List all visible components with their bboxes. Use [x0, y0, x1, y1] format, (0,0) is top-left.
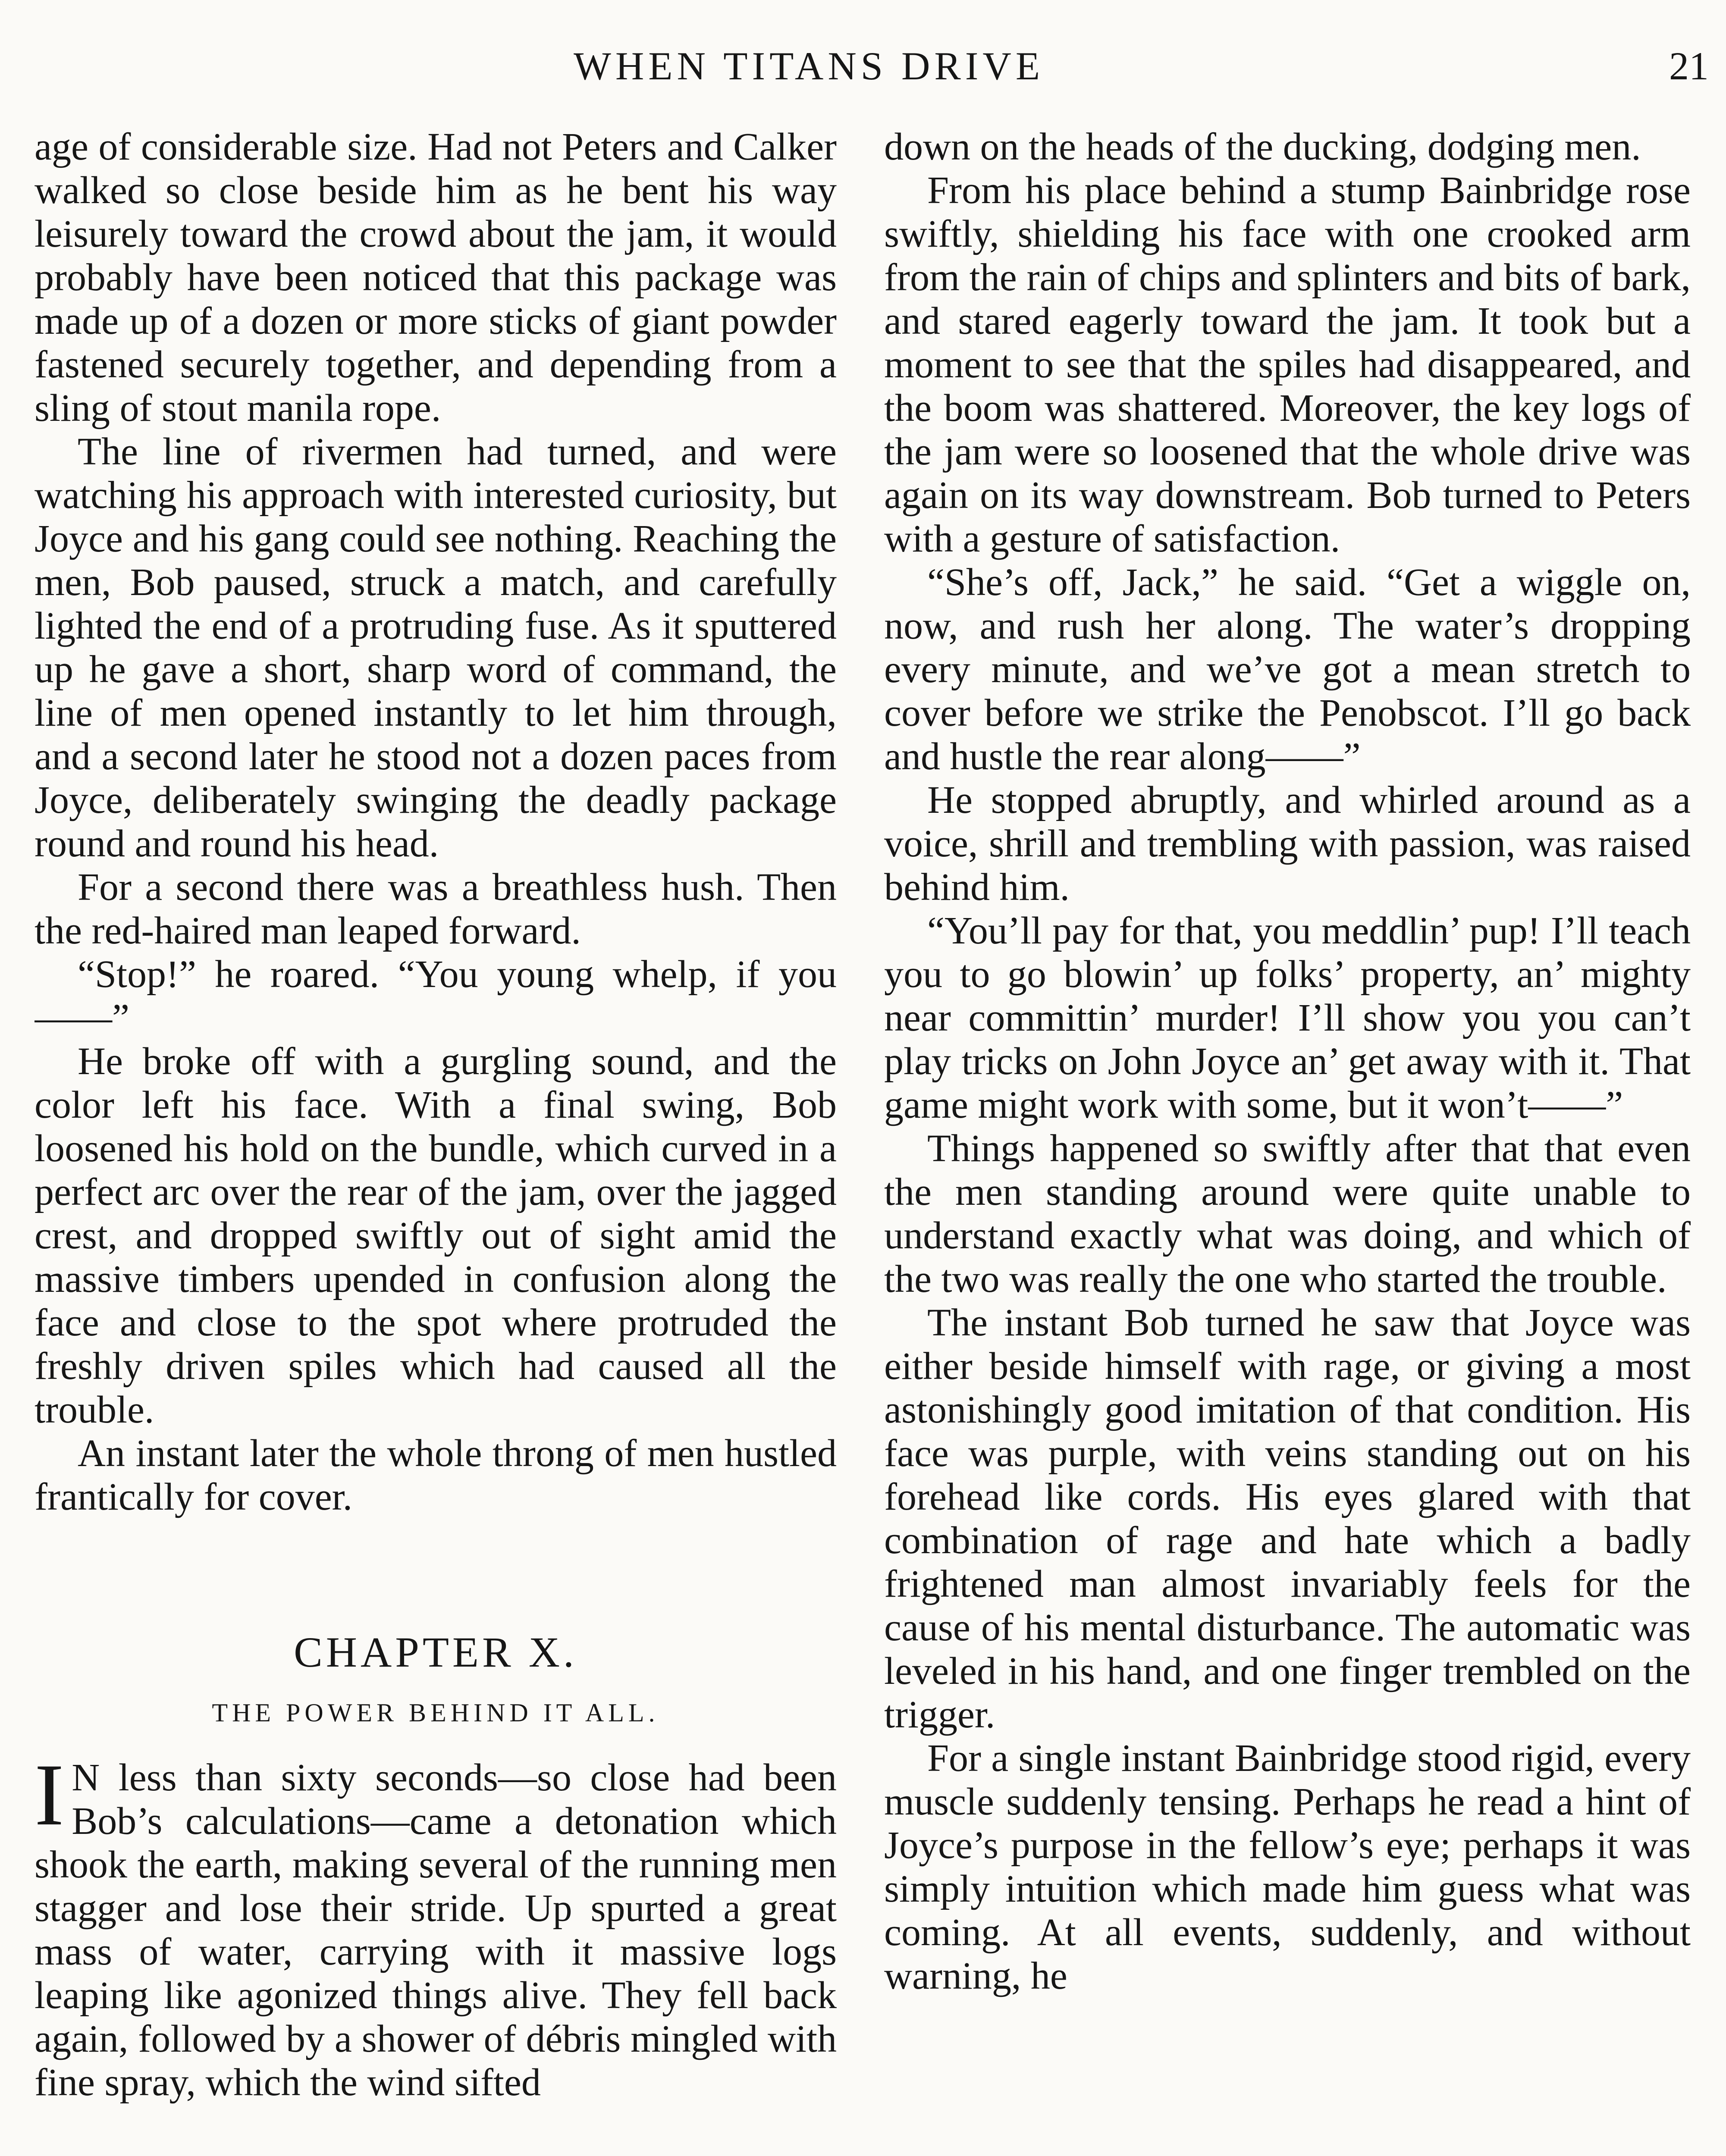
left-column: [35, 125, 837, 2156]
page-number: 21: [1669, 44, 1709, 88]
paragraph: “You’ll pay for that, you meddlin’ pup! I’ll teach you to go blowin’ up folks’ property, an’ mighty near committin’ murder! I’ll show you you can’t play tricks on John Joyce an’ get away with it. That game might work with some, but it won’t——”: [884, 909, 1691, 1126]
drop-cap-letter: I: [35, 1746, 64, 1844]
paragraph: From his place behind a stump Bainbridge rose swiftly, shielding his face with one crooked arm from the rain of chips and splinters and bits of bark, and stared eagerly toward the jam. It took but a moment to see that the spiles had disappeared, and the boom was shattered. Moreover, the key logs of the jam were so loosened that the whole drive was again on its way downstream. Bob turned to Peters with a gesture of satisfaction.: [884, 169, 1691, 560]
paragraph: Things happened so swiftly after that that even the men standing around were quite unable to understand exactly what was doing, and which of the two was really the one who started the trouble.: [884, 1127, 1691, 1300]
running-title: WHEN TITANS DRIVE: [574, 44, 1045, 88]
paragraph: age of considerable size. Had not Peters and Calker walked so close beside him as he bent his way leisurely toward the crowd about the jam, it would probably have been noticed that this package was made up of a dozen or more sticks of giant powder fastened securely together, and depending from a sling of stout manila rope.: [35, 125, 837, 429]
paragraph: “She’s off, Jack,” he said. “Get a wiggle on, now, and rush her along. The water’s dropping every minute, and we’ve got a mean stretch to cover before we strike the Penobscot. I’ll go back and hustle the rear along——”: [884, 561, 1691, 778]
paragraph: The instant Bob turned he saw that Joyce was either beside himself with rage, or giving a most astonishingly good imitation of that condition. His face was purple, with veins standing out on his forehead like cords. His eyes glared with that combination of rage and hate which a badly frightened man almost invariably feels for the cause of his mental disturbance. The automatic was leveled in his hand, and one finger trembled on the trigger.: [884, 1301, 1691, 1736]
opening-paragraph: N less than sixty seconds—so close had been Bob’s calculations—came a detonation which shook the earth, making several of the running men stagger and lose their stride. Up spurted a great mass of water, carrying with it massive logs leaping like agonized things alive. They fell back again, followed by a shower of débris mingled with fine spray, which the wind sifted: [35, 1756, 837, 2104]
chapter-subtitle: THE POWER BEHIND IT ALL.: [212, 1698, 659, 1727]
paragraph: The line of rivermen had turned, and were watching his approach with interested curiosity, but Joyce and his gang could see nothing. Reaching the men, Bob paused, struck a match, and carefully lighted the end of a protruding fuse. As it sputtered up he gave a short, sharp word of command, the line of men opened instantly to let him through, and a second later he stood not a dozen paces from Joyce, deliberately swinging the deadly package round and round his head.: [35, 430, 837, 865]
paragraph: For a single instant Bainbridge stood rigid, every muscle suddenly tensing. Perhaps he read a hint of Joyce’s purpose in the fellow’s eye; perhaps it was simply intuition which made him guess what was coming. At all events, suddenly, and without warning, he: [884, 1737, 1691, 1997]
paragraph: He broke off with a gurgling sound, and the color left his face. With a final swing, Bob loosened his hold on the bundle, which curved in a perfect arc over the rear of the jam, over the jagged crest, and dropped swiftly out of sight amid the massive timbers upended in confusion along the face and close to the spot where protruded the freshly driven spiles which had caused all the trouble.: [35, 1040, 837, 1431]
chapter-heading: CHAPTER X.: [294, 1628, 577, 1676]
paragraph: down on the heads of the ducking, dodging men.: [884, 125, 1641, 168]
right-column: [884, 125, 1691, 2156]
paragraph: He stopped abruptly, and whirled around as a voice, shrill and trembling with passion, was raised behind him.: [884, 779, 1691, 909]
paragraph: An instant later the whole throng of men hustled frantically for cover.: [35, 1432, 837, 1518]
chapter-opening: [35, 1746, 837, 2104]
page-header: [0, 43, 1726, 95]
paragraph: “Stop!” he roared. “You young whelp, if you——”: [35, 953, 837, 1039]
paragraph: For a second there was a breathless hush. Then the red-haired man leaped forward.: [35, 866, 837, 952]
